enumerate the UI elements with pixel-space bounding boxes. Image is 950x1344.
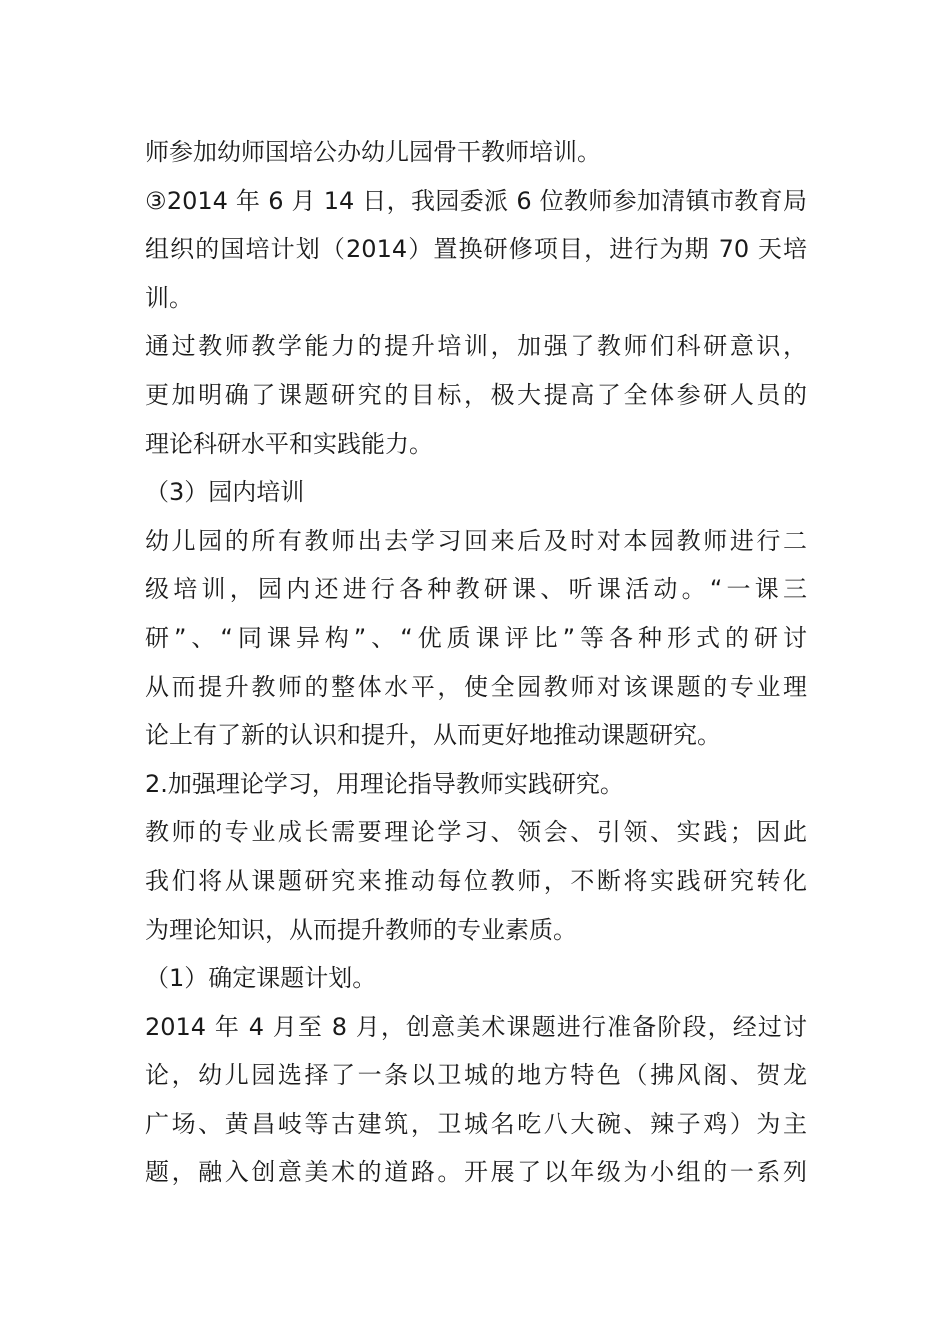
text-line: 从而提升教师的整体水平，使全园教师对该课题的专业理 — [145, 672, 807, 701]
text-line: 通过教师教学能力的提升培训，加强了教师们科研意识， — [145, 332, 807, 361]
text-line: 为理论知识，从而提升教师的专业素质。 — [145, 915, 577, 944]
text-line: ③2014 年 6 月 14 日，我园委派 6 位教师参加清镇市教育局 — [145, 186, 807, 215]
text-line: 理论科研水平和实践能力。 — [145, 429, 433, 458]
text-line: 论，幼儿园选择了一条以卫城的地方特色（拂风阁、贺龙 — [145, 1061, 807, 1090]
section-heading: 2.加强理论学习，用理论指导教师实践研究。 — [145, 769, 624, 798]
text-line: 级培训，园内还进行各种教研课、听课活动。“一课三 — [145, 575, 807, 604]
text-line: 训。 — [145, 283, 193, 312]
text-line: 广场、黄昌岐等古建筑，卫城名吃八大碗、辣子鸡）为主 — [145, 1109, 807, 1138]
document-body — [145, 128, 807, 1197]
text-line: 研”、“同课异构”、“优质课评比”等各种形式的研讨 — [145, 623, 807, 652]
section-heading: （3）园内培训 — [145, 478, 305, 507]
text-line: 组织的国培计划（2014）置换研修项目，进行为期 70 天培 — [145, 235, 807, 264]
text-line: 我们将从课题研究来推动每位教师，不断将实践研究转化 — [145, 866, 807, 895]
text-line: 题，融入创意美术的道路。开展了以年级为小组的一系列 — [145, 1158, 807, 1187]
text-line: 论上有了新的认识和提升，从而更好地推动课题研究。 — [145, 721, 721, 750]
section-heading: （1）确定课题计划。 — [145, 964, 377, 993]
text-line: 教师的专业成长需要理论学习、领会、引领、实践；因此 — [145, 818, 807, 847]
text-line: 更加明确了课题研究的目标，极大提高了全体参研人员的 — [145, 380, 807, 409]
text-line: 2014 年 4 月至 8 月，创意美术课题进行准备阶段，经过讨 — [145, 1012, 807, 1041]
text-line: 师参加幼师国培公办幼儿园骨干教师培训。 — [145, 138, 601, 166]
text-line: 幼儿园的所有教师出去学习回来后及时对本园教师进行二 — [145, 526, 807, 555]
